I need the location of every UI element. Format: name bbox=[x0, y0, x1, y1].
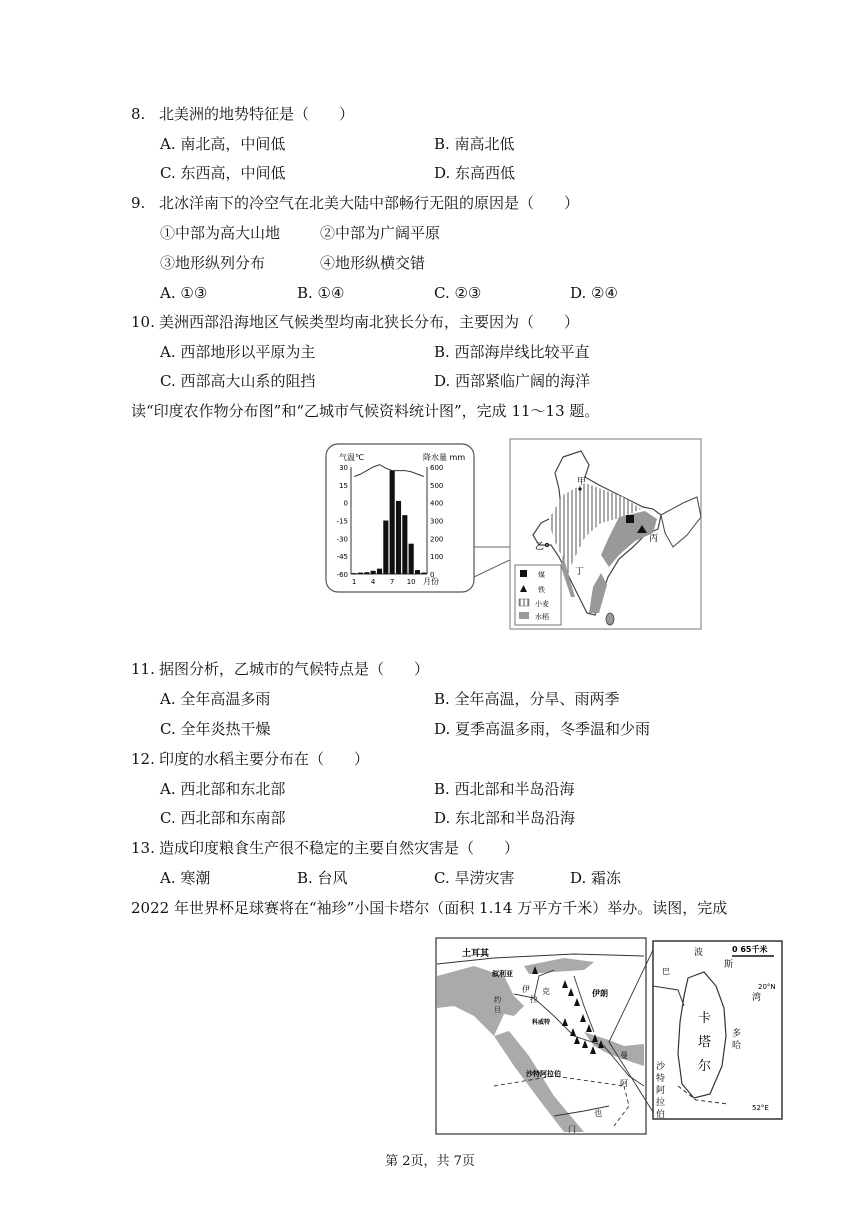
question-number: 11. bbox=[131, 660, 155, 678]
legend-iron: 铁 bbox=[538, 586, 545, 594]
statement-3: ③地形纵列分布 bbox=[160, 254, 266, 272]
option-d[interactable]: D. 夏季高温多雨，冬季温和少雨 bbox=[434, 720, 651, 738]
option-c[interactable]: C. 西北部和东南部 bbox=[160, 809, 286, 827]
question-number: 12. bbox=[131, 750, 155, 768]
question-12-stem bbox=[131, 749, 369, 769]
statement-1: ①中部为高大山地 bbox=[160, 224, 281, 242]
precip-bar bbox=[409, 544, 414, 574]
label-iran: 伊朗 bbox=[592, 989, 608, 998]
label-yemen-1: 也 bbox=[594, 1109, 602, 1118]
label-iraq-3: 克 bbox=[542, 987, 550, 996]
city-dot bbox=[578, 487, 581, 490]
legend-coal-symbol bbox=[520, 570, 527, 577]
option-c[interactable]: C. ②③ bbox=[434, 284, 482, 302]
label-oman-2: 曼 bbox=[620, 1051, 628, 1060]
qatar-char-ta: 塔 bbox=[698, 1035, 712, 1050]
precip-tick-label: 0 bbox=[430, 571, 435, 579]
statement-2: ②中部为广阔平原 bbox=[320, 224, 441, 242]
option-a[interactable]: A. 西北部和东北部 bbox=[160, 780, 286, 798]
precip-tick-label: 200 bbox=[430, 535, 444, 544]
temp-tick-label: -30 bbox=[336, 535, 348, 544]
sri-lanka bbox=[606, 613, 614, 625]
question-number: 10. bbox=[131, 313, 155, 331]
left-axis-title: 气温℃ bbox=[339, 453, 364, 462]
label-bing: 丙 bbox=[649, 534, 659, 544]
label-oman-1: 阿 bbox=[620, 1079, 628, 1088]
precip-tick-label: 500 bbox=[430, 481, 444, 490]
question-10-stem bbox=[131, 312, 579, 332]
label-kuwait: 科威特 bbox=[532, 1019, 551, 1026]
precip-bar bbox=[396, 501, 401, 574]
question-11-stem bbox=[131, 659, 429, 679]
precip-bar bbox=[390, 471, 395, 574]
question-8-stem bbox=[131, 104, 354, 124]
india-figure-svg bbox=[323, 437, 703, 632]
label-turkey: 土耳其 bbox=[462, 949, 490, 959]
precip-bar bbox=[377, 569, 382, 574]
label-iraq-1: 伊 bbox=[522, 985, 530, 994]
precip-bar bbox=[358, 573, 363, 574]
legend-wheat: 小麦 bbox=[535, 600, 549, 608]
page-footer: 第 2页，共 7页 bbox=[385, 1154, 475, 1169]
month-tick-label: 7 bbox=[389, 578, 395, 586]
qatar-figure bbox=[434, 936, 784, 1136]
option-b[interactable]: B. 西部海岸线比较平直 bbox=[434, 343, 590, 361]
precip-tick-label: 600 bbox=[430, 464, 444, 472]
qatar-figure-svg bbox=[434, 936, 784, 1136]
month-tick-label: 4 bbox=[370, 578, 376, 586]
option-b[interactable]: B. ①④ bbox=[297, 284, 345, 302]
right-axis-title: 降水量 mm bbox=[423, 453, 466, 462]
option-b[interactable]: B. 全年高温，分旱、雨两季 bbox=[434, 690, 620, 708]
option-d[interactable]: D. 东北部和半岛沿海 bbox=[434, 809, 576, 827]
option-c[interactable]: C. 西部高大山系的阻挡 bbox=[160, 372, 316, 390]
label-jordan-1: 约 bbox=[494, 996, 501, 1004]
question-text: 美洲西部沿海地区气候类型均南北狭长分布，主要因为（ ） bbox=[159, 313, 580, 331]
option-b[interactable]: B. 西北部和半岛沿海 bbox=[434, 780, 575, 798]
lon-label: 52°E bbox=[752, 1104, 769, 1112]
question-number: 13. bbox=[131, 839, 155, 857]
saudi-char-4: 拉 bbox=[656, 1098, 666, 1108]
legend-coal: 煤 bbox=[538, 571, 545, 579]
option-b[interactable]: B. 南高北低 bbox=[434, 135, 515, 153]
temp-tick-label: -45 bbox=[336, 553, 348, 562]
label-yi: 乙 bbox=[535, 542, 545, 552]
label-jia: 甲 bbox=[577, 477, 587, 487]
precip-bar bbox=[415, 570, 420, 574]
reading-intro: 读“印度农作物分布图”和“乙城市气候资料统计图”，完成 11～13 题。 bbox=[131, 402, 600, 420]
option-c[interactable]: C. 旱涝灾害 bbox=[434, 869, 515, 887]
question-text: 造成印度粮食生产很不稳定的主要自然灾害是（ ） bbox=[159, 839, 520, 857]
question-text: 北冰洋南下的冷空气在北美大陆中部畅行无阻的原因是（ ） bbox=[159, 194, 580, 212]
saudi-char-3: 阿 bbox=[656, 1086, 666, 1096]
question-text: 北美洲的地势特征是（ ） bbox=[159, 105, 355, 123]
saudi-char-1: 沙 bbox=[656, 1062, 666, 1072]
precip-bar bbox=[402, 515, 407, 574]
precip-bar bbox=[352, 573, 357, 574]
option-c[interactable]: C. 东西高，中间低 bbox=[160, 164, 286, 182]
statement-4: ④地形纵横交错 bbox=[320, 254, 426, 272]
label-bo: 波 bbox=[694, 948, 704, 958]
reading-intro: 2022 年世界杯足球赛将在“袖珍”小国卡塔尔（面积 1.14 万平方千米）举办。读图，完成 bbox=[131, 899, 728, 917]
question-text: 印度的水稻主要分布在（ ） bbox=[159, 750, 370, 768]
temp-tick-label: 30 bbox=[339, 464, 348, 472]
precip-bar bbox=[371, 571, 376, 574]
question-13-stem bbox=[131, 838, 519, 858]
label-iraq-2: 拉 bbox=[530, 995, 538, 1004]
coal-marker bbox=[626, 515, 634, 523]
question-number: 8. bbox=[131, 105, 146, 123]
precip-bar bbox=[364, 572, 369, 574]
lat-label: 20°N bbox=[758, 983, 776, 991]
label-yemen-2: 门 bbox=[568, 1125, 576, 1134]
precip-tick-label: 300 bbox=[430, 517, 444, 526]
legend-rice-symbol bbox=[519, 612, 529, 619]
bahrain-char: 巴 bbox=[662, 967, 670, 976]
label-si: 斯 bbox=[724, 960, 734, 970]
label-syria: 叙利亚 bbox=[492, 970, 513, 978]
doha-char-1: 多 bbox=[732, 1029, 742, 1039]
saudi-char-5: 伯 bbox=[656, 1110, 666, 1120]
temp-tick-label: 15 bbox=[339, 481, 348, 490]
option-b[interactable]: B. 台风 bbox=[297, 869, 348, 887]
label-saudi-arabia: 沙特阿拉伯 bbox=[526, 1070, 561, 1078]
option-a[interactable]: A. ①③ bbox=[160, 284, 208, 302]
india-figure bbox=[323, 437, 703, 632]
legend-rice: 水稻 bbox=[535, 613, 549, 621]
month-tick-label: 1 bbox=[351, 578, 357, 586]
doha-char-2: 哈 bbox=[732, 1041, 742, 1051]
label-ding: 丁 bbox=[575, 567, 585, 577]
question-text: 据图分析，乙城市的气候特点是（ ） bbox=[159, 660, 430, 678]
option-d[interactable]: D. 东高西低 bbox=[434, 164, 516, 182]
option-d[interactable]: D. 西部紧临广阔的海洋 bbox=[434, 372, 591, 390]
option-a[interactable]: A. 寒潮 bbox=[160, 869, 211, 887]
question-number: 9. bbox=[131, 194, 146, 212]
qatar-char-er: 尔 bbox=[698, 1059, 712, 1074]
label-wan: 湾 bbox=[752, 993, 762, 1003]
option-a[interactable]: A. 全年高温多雨 bbox=[160, 690, 271, 708]
option-a[interactable]: A. 南北高，中间低 bbox=[160, 135, 286, 153]
temp-tick-label: 0 bbox=[343, 499, 348, 508]
month-tick-label: 10 bbox=[406, 578, 416, 586]
saudi-char-2: 特 bbox=[656, 1074, 666, 1084]
precip-bar bbox=[383, 521, 388, 575]
temp-tick-label: -60 bbox=[336, 571, 348, 579]
precip-tick-label: 400 bbox=[430, 499, 444, 508]
scale-label: 0 65千米 bbox=[732, 945, 768, 954]
qatar-char-ka: 卡 bbox=[698, 1011, 712, 1026]
option-c[interactable]: C. 全年炎热干燥 bbox=[160, 720, 271, 738]
x-axis-unit: 月份 bbox=[423, 577, 439, 586]
option-d[interactable]: D. ②④ bbox=[570, 284, 618, 302]
option-d[interactable]: D. 霜冻 bbox=[570, 869, 622, 887]
temp-tick-label: -15 bbox=[336, 517, 348, 526]
precip-bar bbox=[421, 573, 426, 574]
question-9-stem bbox=[131, 193, 579, 213]
label-jordan-2: 旦 bbox=[494, 1006, 501, 1014]
option-a[interactable]: A. 西部地形以平原为主 bbox=[160, 343, 316, 361]
precip-tick-label: 100 bbox=[430, 553, 444, 562]
legend-wheat-symbol bbox=[519, 599, 529, 606]
